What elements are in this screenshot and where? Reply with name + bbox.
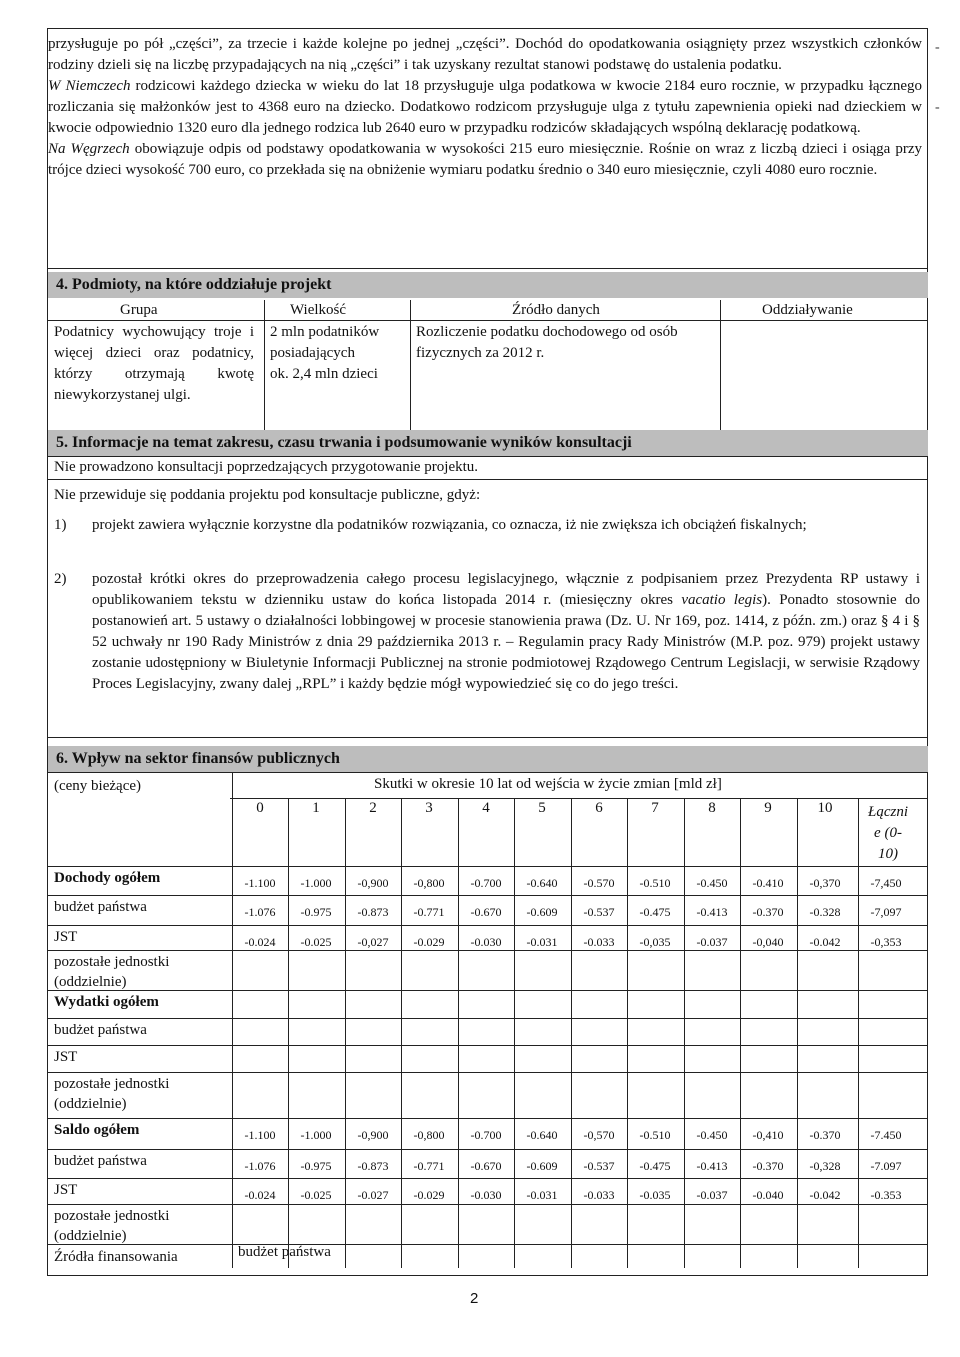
finance-cell: -0,570 xyxy=(583,1128,615,1142)
year-header-1: 1 xyxy=(312,800,320,816)
finance-cell: -0,900 xyxy=(357,876,389,890)
intro-paragraph-2 xyxy=(48,76,922,139)
finance-cell: -0.609 xyxy=(526,905,558,919)
section-4-header: 4. Podmioty, na które oddziałuje projekt xyxy=(48,272,928,298)
finance-cell: -0.640 xyxy=(526,876,558,890)
finance-cell: -0.024 xyxy=(244,1188,276,1202)
year-header-8: 8 xyxy=(708,800,716,816)
year-header-5: 5 xyxy=(538,800,546,816)
finance-row-label: Saldo ogółem xyxy=(54,1122,140,1138)
finance-cell: -7.097 xyxy=(870,1159,902,1173)
total-header: Łączni e (0- 10) xyxy=(867,804,908,862)
prices-label: (ceny bieżące) xyxy=(54,778,142,794)
finance-cell: -0,035 xyxy=(639,935,671,949)
finance-cell: -0.040 xyxy=(752,1188,784,1202)
finance-cell: -0.700 xyxy=(470,1128,502,1142)
year-header-2: 2 xyxy=(369,800,377,816)
finance-cell: -0.873 xyxy=(357,1159,389,1173)
col-header-size: Wielkość xyxy=(290,302,347,318)
finance-cell: -0.370 xyxy=(752,1159,784,1173)
finance-cell: -0.328 xyxy=(809,905,841,919)
consult-item-2 xyxy=(54,569,920,695)
finance-cell: -0,328 xyxy=(809,1159,841,1173)
finance-cell: -0.030 xyxy=(470,1188,502,1202)
finance-cell: -0.024 xyxy=(244,935,276,949)
section-6-header: 6. Wpływ na sektor finansów publicznych xyxy=(48,746,928,772)
finance-row-label: Wydatki ogółem xyxy=(54,994,159,1010)
group-cell: Podatnicy wychowujący troje i więcej dzieci oraz podatnicy, którzy otrzymają kwotę niewykorzystanej ulgi. xyxy=(54,324,254,403)
sources-label: Źródła finansowania xyxy=(54,1249,178,1265)
finance-cell: -7,450 xyxy=(870,876,902,890)
size-cell-1: 2 mln podatników posiadających xyxy=(270,324,380,361)
finance-cell: -0.413 xyxy=(696,1159,728,1173)
finance-cell: -1.100 xyxy=(244,876,276,890)
col-header-impact: Oddziaływanie xyxy=(762,302,853,318)
finance-row-label: Dochody ogółem xyxy=(54,870,161,886)
finance-cell: -0.609 xyxy=(526,1159,558,1173)
size-cell-2: ok. 2,4 mln dzieci xyxy=(270,366,378,382)
finance-cell: -7.450 xyxy=(870,1128,902,1142)
finance-cell: -0.030 xyxy=(470,935,502,949)
finance-cell: -1.000 xyxy=(300,876,332,890)
finance-row-label: pozostałe jednostki (oddzielnie) xyxy=(54,954,170,990)
finance-cell: -0.027 xyxy=(357,1188,389,1202)
col-header-group: Grupa xyxy=(120,302,158,318)
consult-item-2-text: pozostał krótki okres do przeprowadzenia całego procesu legislacyjnego, włącznie z podpisaniem przez Prezydenta RP ustawy i opublikowaniem tekstu w dzienniku ustaw do końca listopada 2014 r. (miesięczny okres vacatio legis). Ponadto stosownie do postanowień art. 5 ustawy o działalności lobbingowej w procesie stanowienia prawa (Dz. U. Nr 169, poz. 1414, z późn. zm.) oraz § 4 i § 52 uchwały nr 190 Rady Ministrów z dnia 29 października 2013 r. – Regulamin pracy Rady Ministrów (M.P. poz. 979) projekt ustawy zostanie udostępniony w Biuletynie Informacji Publicznej na stronie podmiotowej Rządowego Centrum Legislacji, w serwisie Rządowy Proces Legislacyjny, zwany dalej „RPL” i każdy będzie mógł wypowiedzieć się co do jego treści. xyxy=(92,571,920,692)
year-header-9: 9 xyxy=(764,800,772,816)
consult-line-1: Nie prowadzono konsultacji poprzedzających przygotowanie projektu. xyxy=(54,459,479,475)
page-number: 2 xyxy=(470,1290,479,1307)
year-header-7: 7 xyxy=(651,800,659,816)
finance-cell: -0,040 xyxy=(752,935,784,949)
year-header-10: 10 xyxy=(817,800,833,816)
intro-paragraph-1: przysługuje po pół „części”, za trzecie i każde kolejne po jednej „części”. Dochód do opodatkowania osiągnięty przez wszystkich członków rodziny dzieli się na liczbę przypadających na nią „części” i tak uzyskany rezultat stanowi podstawę do ustalenia podatku. xyxy=(48,36,922,73)
finance-cell: -7,097 xyxy=(870,905,902,919)
finance-cell: -0.042 xyxy=(809,935,841,949)
finance-cell: -0.975 xyxy=(300,1159,332,1173)
finance-row-label: pozostałe jednostki (oddzielnie) xyxy=(54,1076,170,1112)
finance-cell: -0.353 xyxy=(870,1188,902,1202)
finance-cell: -0.670 xyxy=(470,1159,502,1173)
intro-paragraph-3 xyxy=(48,139,922,181)
effects-header: Skutki w okresie 10 lat od wejścia w życie zmian [mld zł] xyxy=(374,776,722,792)
finance-cell: -0.410 xyxy=(752,876,784,890)
finance-cell: -0.033 xyxy=(583,935,615,949)
finance-cell: -0.475 xyxy=(639,1159,671,1173)
finance-row-label: JST xyxy=(54,1049,78,1065)
finance-cell: -0,800 xyxy=(413,1128,445,1142)
finance-cell: -0.700 xyxy=(470,876,502,890)
finance-cell: -0.370 xyxy=(809,1128,841,1142)
finance-cell: -0.413 xyxy=(696,905,728,919)
consult-item-1-text: projekt zawiera wyłącznie korzystne dla podatników rozwiązania, co oznacza, iż nie zwiększa ich obciążeń fiskalnych; xyxy=(92,517,807,533)
finance-cell: -0.510 xyxy=(639,876,671,890)
finance-cell: -0.042 xyxy=(809,1188,841,1202)
finance-cell: -0,027 xyxy=(357,935,389,949)
finance-cell: -0.370 xyxy=(752,905,784,919)
finance-cell: -0.475 xyxy=(639,905,671,919)
year-header-6: 6 xyxy=(595,800,603,816)
finance-cell: -0,370 xyxy=(809,876,841,890)
finance-cell: -0.771 xyxy=(413,905,445,919)
finance-row-label: budżet państwa xyxy=(54,899,147,915)
finance-cell: -0.450 xyxy=(696,1128,728,1142)
finance-cell: -1.076 xyxy=(244,1159,276,1173)
finance-row-label: JST xyxy=(54,1182,78,1198)
finance-cell: -1.100 xyxy=(244,1128,276,1142)
col-header-source: Źródło danych xyxy=(512,302,600,318)
consult-item-2-number: 2) xyxy=(54,571,67,587)
finance-cell: -0,410 xyxy=(752,1128,784,1142)
finance-cell: -0,900 xyxy=(357,1128,389,1142)
sources-value: budżet państwa xyxy=(238,1244,331,1260)
finance-cell: -0.450 xyxy=(696,876,728,890)
section-5-header: 5. Informacje na temat zakresu, czasu trwania i podsumowanie wyników konsultacji xyxy=(48,430,928,456)
hungary-label: Na Węgrzech xyxy=(48,141,130,157)
finance-cell: -0.031 xyxy=(526,935,558,949)
finance-cell: -0.033 xyxy=(583,1188,615,1202)
finance-cell: -1.076 xyxy=(244,905,276,919)
finance-cell: -1.000 xyxy=(300,1128,332,1142)
finance-cell: -0.537 xyxy=(583,905,615,919)
finance-row-label: JST xyxy=(54,929,78,945)
finance-cell: -0.975 xyxy=(300,905,332,919)
intro-text xyxy=(48,34,922,181)
consult-item-1-number: 1) xyxy=(54,517,67,533)
source-cell: Rozliczenie podatku dochodowego od osób fizycznych za 2012 r. xyxy=(416,324,678,361)
finance-cell: -0.029 xyxy=(413,935,445,949)
consult-line-2: Nie przewiduje się poddania projektu pod konsultacje publiczne, gdyż: xyxy=(54,487,481,503)
finance-cell: -0.025 xyxy=(300,1188,332,1202)
finance-cell: -0.510 xyxy=(639,1128,671,1142)
hungary-text: obowiązuje odpis od podstawy opodatkowania w wysokości 215 euro miesięcznie. Rośnie on wraz z liczbą dzieci i osiąga przy trójce dzieci wysokość 700 euro, co przekłada się na obniżenie wymiaru podatku średnio o 340 euro miesięcznie, czyli 4080 euro rocznie. xyxy=(48,141,922,178)
year-header-3: 3 xyxy=(425,800,433,816)
finance-cell: -0.537 xyxy=(583,1159,615,1173)
finance-cell: -0.670 xyxy=(470,905,502,919)
finance-row-label: budżet państwa xyxy=(54,1153,147,1169)
finance-cell: -0.029 xyxy=(413,1188,445,1202)
finance-cell: -0.031 xyxy=(526,1188,558,1202)
finance-row-label: pozostałe jednostki (oddzielnie) xyxy=(54,1208,170,1244)
finance-cell: -0.873 xyxy=(357,905,389,919)
consult-item-1 xyxy=(54,515,920,536)
finance-cell: -0.035 xyxy=(639,1188,671,1202)
finance-cell: -0.640 xyxy=(526,1128,558,1142)
finance-cell: -0.037 xyxy=(696,935,728,949)
finance-cell: -0,353 xyxy=(870,935,902,949)
finance-cell: -0.771 xyxy=(413,1159,445,1173)
finance-row-label: budżet państwa xyxy=(54,1022,147,1038)
finance-cell: -0,800 xyxy=(413,876,445,890)
year-header-4: 4 xyxy=(482,800,490,816)
germany-text: rodzicowi każdego dziecka w wieku do lat 18 przysługuje ulga podatkowa w kwocie 2184 euro rocznie, w przypadku łącznego rozliczania się małżonków jest to 4368 euro na dziecko. Dodatkowo rodzicom przysługuje ulga z tytułu zapewnienia opieki nad dzieckiem w kwocie odpowiednio 1320 euro dla jednego rodzica lub 2640 euro w przypadku rodziców składających wspólną deklarację podatkową. xyxy=(48,78,923,136)
year-header-0: 0 xyxy=(256,800,264,816)
finance-cell: -0.570 xyxy=(583,876,615,890)
finance-cell: -0.025 xyxy=(300,935,332,949)
finance-cell: -0.037 xyxy=(696,1188,728,1202)
germany-label: W Niemczech xyxy=(48,78,131,94)
